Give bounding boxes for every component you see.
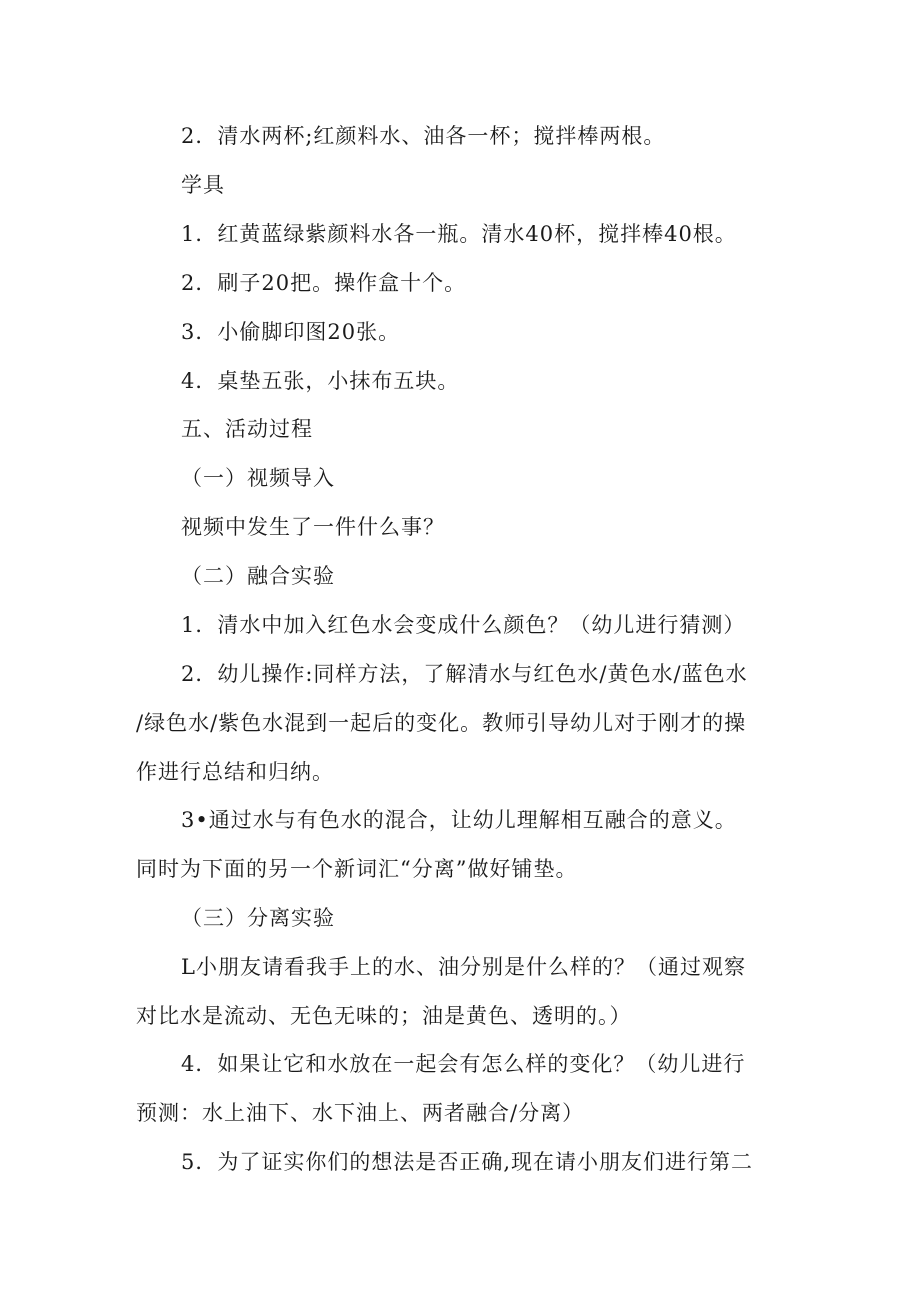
text-line: 学具 bbox=[181, 173, 225, 197]
text-line: 2．清水两杯;红颜料水、油各一杯；搅拌棒两根。 bbox=[181, 124, 666, 148]
subsection-heading: （三）分离实验 bbox=[181, 906, 335, 930]
text-line: 视频中发生了一件什么事？ bbox=[181, 515, 445, 539]
text-line: 作进行总结和归纳。 bbox=[136, 760, 334, 784]
text-line: 4．如果让它和水放在一起会有怎么样的变化？（幼儿进行 bbox=[181, 1052, 746, 1076]
text-line: 对比水是流动、无色无味的；油是黄色、透明的。） bbox=[136, 1004, 632, 1028]
text-line: 3•通过水与有色水的混合，让幼儿理解相互融合的意义。 bbox=[181, 808, 737, 832]
text-line: 4．桌垫五张，小抹布五块。 bbox=[181, 369, 460, 393]
text-line: 1．清水中加入红色水会变成什么颜色？（幼儿进行猜测） bbox=[181, 613, 746, 637]
text-line: 同时为下面的另一个新词汇“分离”做好铺垫。 bbox=[136, 857, 578, 881]
subsection-heading: （二）融合实验 bbox=[181, 564, 335, 588]
text-line: 2．刷子20把。操作盒十个。 bbox=[181, 271, 467, 295]
text-line: /绿色水/紫色水混到一起后的变化。教师引导幼儿对于刚才的操 bbox=[136, 711, 747, 735]
text-line: 5．为了证实你们的想法是否正确,现在请小朋友们进行第二 bbox=[181, 1150, 754, 1174]
text-line: L小朋友请看我手上的水、油分别是什么样的？（通过观察 bbox=[181, 955, 746, 979]
text-line: 3．小偷脚印图20张。 bbox=[181, 320, 401, 344]
text-line: 2．幼儿操作:同样方法，了解清水与红色水/黄色水/蓝色水 bbox=[181, 662, 748, 686]
text-line: 1．红黄蓝绿紫颜料水各一瓶。清水40杯，搅拌棒40根。 bbox=[181, 222, 737, 246]
subsection-heading: （一）视频导入 bbox=[181, 466, 335, 490]
text-line: 预测：水上油下、水下油上、两者融合/分离） bbox=[136, 1101, 585, 1125]
section-heading: 五、活动过程 bbox=[181, 417, 313, 441]
